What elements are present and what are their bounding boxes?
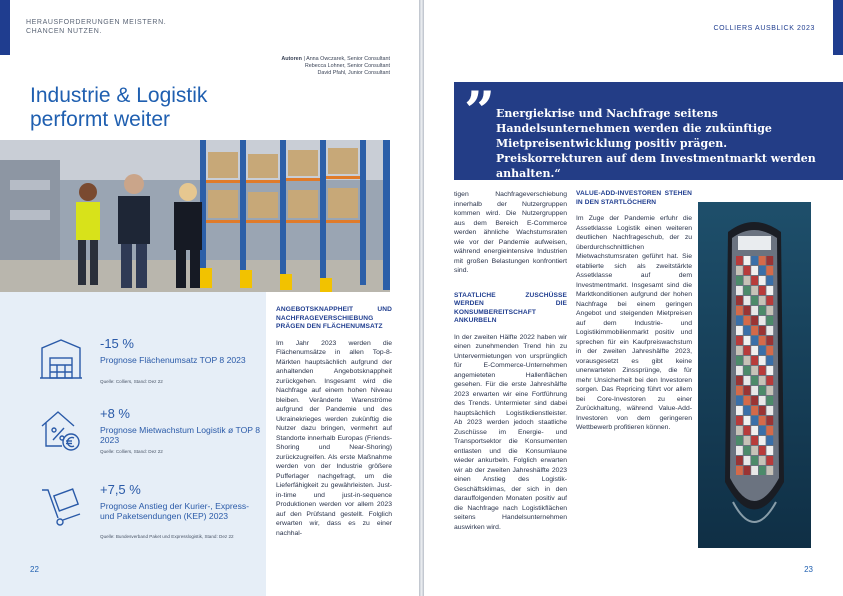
- container-block: [766, 356, 773, 365]
- container-block: [759, 366, 766, 375]
- container-block: [766, 466, 773, 475]
- container-block: [751, 276, 758, 285]
- container-block: [766, 436, 773, 445]
- author-1: Anna Owczarek, Senior Consultant: [306, 56, 390, 62]
- container-block: [759, 446, 766, 455]
- container-block: [736, 266, 743, 275]
- container-block: [759, 416, 766, 425]
- container-block: [759, 396, 766, 405]
- quote-mark-icon: ”: [464, 82, 496, 143]
- author-3: David Pfahl, Junior Consultant: [317, 70, 390, 76]
- pull-quote-text: Energiekrise und Nachfrage seitens Handelsunternehmen werden die zukünftige Mietpreisentwicklung positiv prägen. Preiskorrekturen auf dem Investmentmarkt werden anhalten.“: [496, 107, 816, 180]
- section-heading: VALUE-ADD-INVESTOREN STEHEN IN DEN STARTLÖCHERN: [576, 190, 692, 206]
- container-block: [766, 426, 773, 435]
- container-block: [759, 466, 766, 475]
- container-block: [759, 316, 766, 325]
- container-block: [736, 456, 743, 465]
- container-block: [744, 286, 751, 295]
- container-block: [744, 446, 751, 455]
- container-block: [744, 346, 751, 355]
- container-block: [759, 326, 766, 335]
- container-block: [751, 366, 758, 375]
- container-block: [736, 386, 743, 395]
- container-block: [759, 386, 766, 395]
- container-block: [736, 256, 743, 265]
- stat-value: +8 %: [100, 406, 130, 421]
- stat-label: Prognose Anstieg der Kurier-, Express- und Paketsendungen (KEP) 2023: [100, 501, 250, 521]
- section-heading: STAATLICHE ZUSCHÜSSE WERDEN DIE KONSUMBEREITSCHAFT ANKURBELN: [454, 291, 567, 324]
- container-block: [736, 276, 743, 285]
- container-block: [766, 346, 773, 355]
- container-block: [766, 286, 773, 295]
- running-head-right: COLLIERS AUSBLICK 2023: [713, 25, 815, 32]
- stat-item: [0, 482, 266, 562]
- container-block: [751, 436, 758, 445]
- container-block: [744, 396, 751, 405]
- hand-truck-icon: [38, 482, 84, 528]
- container-block: [736, 436, 743, 445]
- container-block: [751, 306, 758, 315]
- container-block: [751, 466, 758, 475]
- container-block: [751, 256, 758, 265]
- container-block: [766, 396, 773, 405]
- container-block: [751, 336, 758, 345]
- container-block: [744, 256, 751, 265]
- container-block: [751, 346, 758, 355]
- container-block: [759, 436, 766, 445]
- container-block: [751, 396, 758, 405]
- stat-item: [0, 406, 266, 486]
- section-body: Im Jahr 2023 werden die Flächenumsätze in allen Top-8-Märkten hauptsächlich aufgrund der anhaltenden Angebotsknappheit zurückgehen. Insgesamt wird die Nachfrage auf einem hohen Niveau bleiben. Veränderte Warenströme aufgrund der Pandemie und des Ukrainekrieges werden zukünftig die Nutzer dazu bringen, vermehrt auf Standorte innerhalb Europas (Friends-Shoring und Near-Shoring) zurückzugreifen. Als erste Maßnahme werden von der Industrie größere Pufferlager nachgefragt, um die Lieferfähigkeit zu gewährleisten. Just-in-time und just-in-sequence Produktionen werden vor allem 2023 auf den Prüfstand gestellt. Folglich erwarten wir, dass es zu einer nachhal-: [276, 339, 392, 537]
- container-block: [759, 376, 766, 385]
- container-block: [744, 356, 751, 365]
- stat-value: +7,5 %: [100, 482, 141, 497]
- container-block: [751, 356, 758, 365]
- stat-item: [0, 336, 266, 416]
- container-block: [744, 296, 751, 305]
- stat-source: Quelle: Colliers, Stand: Dez 22: [100, 449, 163, 454]
- container-block: [736, 316, 743, 325]
- running-head-left: [26, 18, 186, 36]
- container-block: [736, 406, 743, 415]
- container-block: [766, 456, 773, 465]
- container-block: [766, 366, 773, 375]
- container-block: [751, 296, 758, 305]
- container-block: [744, 456, 751, 465]
- text-column-middle: [454, 190, 567, 532]
- container-block: [736, 346, 743, 355]
- continued-text: tigen Nachfrageverschiebung innerhalb der Nutzergruppen kommen wird. Die Nutzergruppen aus dem Bereich E-Commerce werden ähnliche Wachstumsraten wie vor der Pandemie aufweisen, während energieintensive Industrien mit großen Belastungen konfrontiert sind.: [454, 191, 567, 274]
- container-block: [744, 416, 751, 425]
- container-block: [766, 326, 773, 335]
- container-block: [759, 426, 766, 435]
- container-block: [736, 426, 743, 435]
- right-page: [424, 0, 843, 596]
- container-block: [759, 286, 766, 295]
- container-block: [736, 286, 743, 295]
- container-block: [766, 336, 773, 345]
- warehouse-photo: [0, 140, 390, 292]
- left-page: [0, 0, 419, 596]
- container-block: [766, 386, 773, 395]
- pull-quote: [454, 82, 843, 180]
- container-block: [736, 326, 743, 335]
- stat-label: Prognose Flächenumsatz TOP 8 2023: [100, 355, 246, 365]
- container-block: [736, 366, 743, 375]
- warehouse-icon: [38, 336, 84, 382]
- container-block: [744, 276, 751, 285]
- container-block: [751, 386, 758, 395]
- container-block: [751, 376, 758, 385]
- container-block: [759, 346, 766, 355]
- container-block: [744, 376, 751, 385]
- brand-bar-left: [0, 0, 10, 55]
- text-column-left: [276, 306, 392, 538]
- container-block: [744, 466, 751, 475]
- container-block: [744, 406, 751, 415]
- author-2: Rebecca Lohner, Senior Consultant: [304, 63, 390, 69]
- article-title: Industrie & Logistik performt weiter: [30, 84, 208, 131]
- container-block: [736, 396, 743, 405]
- container-block: [766, 376, 773, 385]
- container-block: [766, 266, 773, 275]
- container-block: [744, 336, 751, 345]
- container-block: [744, 426, 751, 435]
- container-block: [744, 386, 751, 395]
- container-block: [736, 356, 743, 365]
- stat-label: Prognose Mietwachstum Logistik ø TOP 8 2023: [100, 425, 261, 445]
- stat-source: Quelle: Bundesverband Paket und Expresslogistik, Stand: Dez 22: [100, 534, 234, 539]
- container-block: [736, 306, 743, 315]
- container-block: [766, 416, 773, 425]
- container-block: [744, 266, 751, 275]
- container-block: [751, 406, 758, 415]
- stat-value: -15 %: [100, 336, 134, 351]
- section-body: In der zweiten Hälfte 2022 haben wir einen zunehmenden Trend hin zu Untervermietungen von ursprünglich für E-Commerce-Unternehmen angemieteten Hallenflächen gesehen. Für die erste Jahreshälfte 2023 erwarten wir eine Fortführung des Trends. Untermieter sind dabei hauptsächlich Logistikdienstleister. Ab 2023 werden jedoch staatliche Zuschüsse im Energie- und Transportsektor die Konsumenten entlasten und die Konsumlaune wieder ankurbeln. Folglich erwarten wir ab der zweiten Jahreshälfte 2023 einen Anstieg des Logistik-Geschäftsklimas, der sich in den darauffolgenden Monaten positiv auf die Nachfrage nach Logistikflächen seitens Handelsunternehmen auswirken wird.: [454, 333, 567, 531]
- brand-bar-right: [833, 0, 843, 55]
- container-block: [766, 296, 773, 305]
- container-block: [766, 256, 773, 265]
- authors-label: Autoren: [281, 56, 302, 62]
- section-body: Im Zuge der Pandemie erfuhr die Assetklasse Logistik einen weiteren deutlichen Nachfrageschub, der zu überdurchschnittlichen Mietwachstumsraten geführt hat. Sie etablierte sich als zweitstärkte Assetklasse auf dem Investmentmarkt. Insgesamt sind die Marktkonditionen aufgrund der hohen Nachfrage bei einem geringen Angebot und steigenden Mietpreisen auf dem Industrie- und Logistikimmobilienmarkt positiv und sprechen für ein Kaufpreiswachstum in der zweiten Jahreshälfte 2023, vorausgesetzt es gibt keine unerwarteten Zinssprünge, die für mehr Unsicherheit bei den Investoren sorgen. Das Repricing führt vor allem bei Core-Investoren zu einer Zurückhaltung, während Value-Add-Investoren von dem geringeren Wettbewerb profitieren können.: [576, 215, 692, 431]
- container-block: [744, 366, 751, 375]
- container-block: [759, 296, 766, 305]
- container-block: [751, 426, 758, 435]
- container-block: [736, 446, 743, 455]
- container-block: [751, 456, 758, 465]
- container-block: [759, 266, 766, 275]
- text-column-right: [576, 190, 692, 433]
- container-block: [744, 306, 751, 315]
- container-block: [751, 266, 758, 275]
- container-block: [759, 306, 766, 315]
- container-block: [759, 256, 766, 265]
- container-block: [766, 446, 773, 455]
- container-block: [736, 466, 743, 475]
- container-block: [751, 286, 758, 295]
- container-block: [759, 276, 766, 285]
- container-block: [751, 446, 758, 455]
- section-heading: ANGEBOTSKNAPPHEIT UND NACHFRAGEVERSCHIEBUNG PRÄGEN DEN FLÄCHENUMSATZ: [276, 306, 392, 330]
- container-block: [751, 326, 758, 335]
- container-block: [751, 416, 758, 425]
- house-euro-icon: [38, 406, 84, 452]
- container-block: [766, 276, 773, 285]
- page-number-right: 23: [804, 565, 813, 574]
- container-block: [736, 376, 743, 385]
- container-block: [766, 306, 773, 315]
- container-block: [759, 406, 766, 415]
- container-block: [766, 406, 773, 415]
- authors-block: Autoren | Anna Owczarek, Senior Consultant Rebecca Lohner, Senior Consultant David Pfahl, Junior Consultant: [226, 56, 390, 77]
- container-block: [736, 296, 743, 305]
- container-block: [766, 316, 773, 325]
- container-block: [759, 456, 766, 465]
- container-block: [744, 316, 751, 325]
- running-head-line: HERAUSFORDERUNGEN MEISTERN. CHANCEN NUTZEN.: [26, 19, 167, 35]
- container-ship-photo: [698, 202, 811, 548]
- container-block: [751, 316, 758, 325]
- page-number-left: 22: [30, 565, 39, 574]
- container-block: [744, 436, 751, 445]
- container-block: [736, 336, 743, 345]
- container-block: [759, 336, 766, 345]
- container-block: [736, 416, 743, 425]
- container-block: [744, 326, 751, 335]
- container-block: [759, 356, 766, 365]
- stat-source: Quelle: Colliers, Stand: Dez 22: [100, 379, 163, 384]
- key-figures-panel: [0, 292, 266, 596]
